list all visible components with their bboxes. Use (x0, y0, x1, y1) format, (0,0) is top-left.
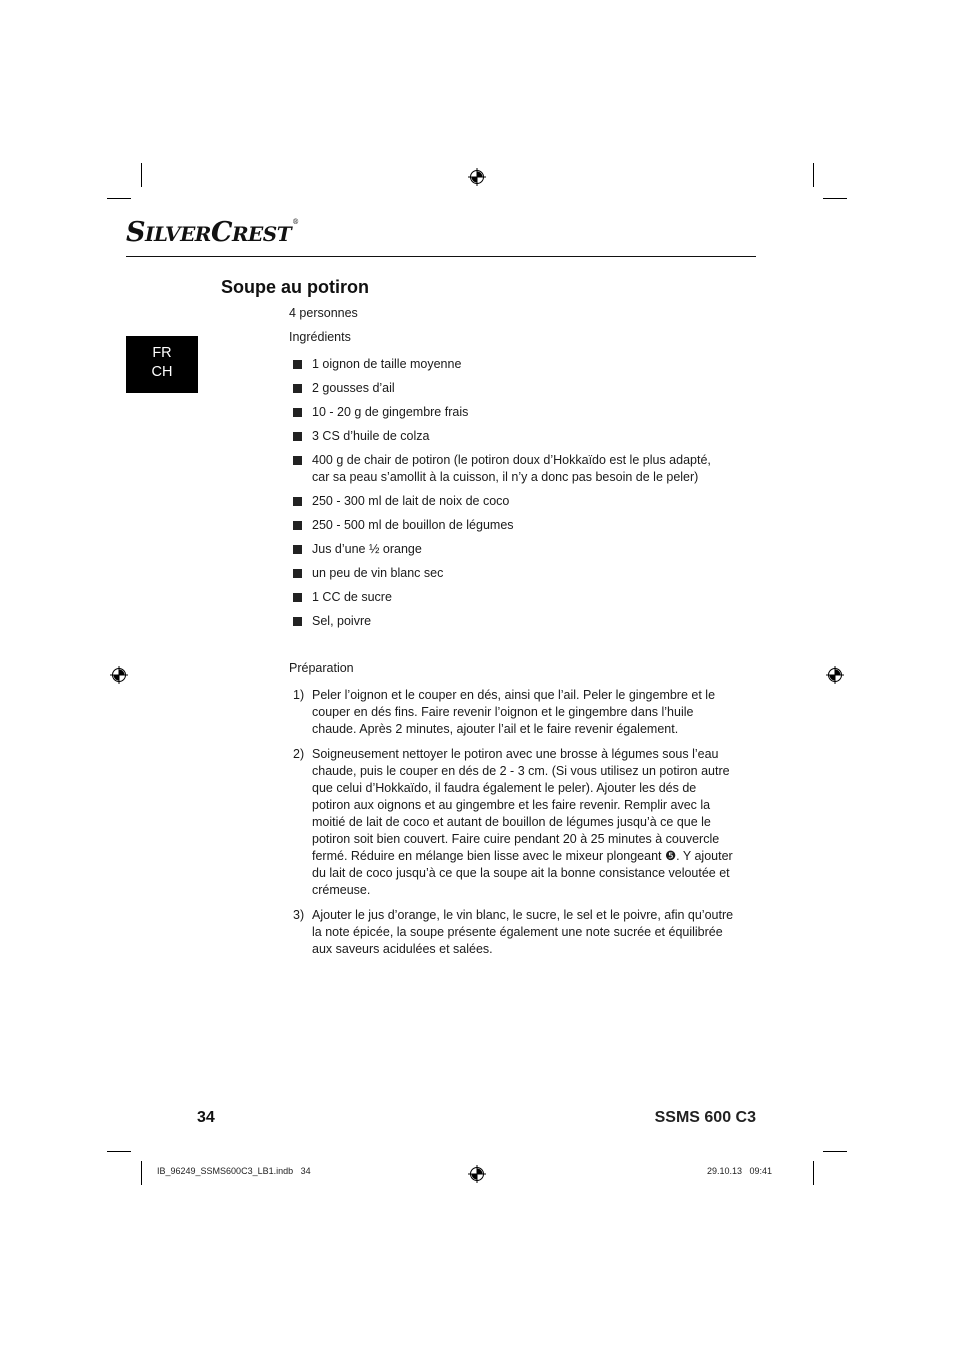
ingredients-list (292, 356, 752, 637)
print-slug-datetime: 29.10.13 09:41 (707, 1166, 773, 1176)
list-item: 250 - 500 ml de bouillon de légumes (292, 517, 752, 534)
list-item: un peu de vin blanc sec (292, 565, 752, 582)
step-text: Ajouter le jus d’orange, le vin blanc, le sucre, le sel et le poivre, afin qu’outre la note épicée, la soupe présente également une note sucrée et équilibrée aux saveurs acidulées et salées. (312, 908, 734, 956)
list-item: 3 CS d’huile de colza (292, 428, 752, 445)
bullet-square-icon (293, 408, 302, 417)
header-divider (126, 256, 756, 257)
language-code-fr: FR (152, 345, 172, 361)
page-title: Soupe au potiron (221, 277, 369, 297)
crop-mark (107, 198, 131, 199)
step-number: 1) (293, 688, 305, 702)
language-tab (126, 336, 198, 393)
crop-mark (823, 1151, 847, 1152)
page-number: 34 (197, 1109, 215, 1126)
registration-mark-icon (826, 666, 844, 684)
ingredients-heading: Ingrédients (289, 330, 351, 344)
step-number: 3) (293, 908, 305, 922)
bullet-square-icon (293, 521, 302, 530)
list-item: 1 CC de sucre (292, 589, 752, 606)
crop-mark (107, 1151, 131, 1152)
registration-mark-icon (468, 1165, 486, 1183)
bullet-square-icon (293, 545, 302, 554)
servings: 4 personnes (289, 306, 358, 320)
list-item: 2 gousses d’ail (292, 380, 752, 397)
step-number: 2) (293, 747, 305, 761)
bullet-square-icon (293, 360, 302, 369)
bullet-square-icon (293, 384, 302, 393)
crop-mark (823, 198, 847, 199)
crop-mark (813, 163, 814, 187)
crop-mark (141, 163, 142, 187)
preparation-steps (289, 687, 734, 966)
bullet-square-icon (293, 432, 302, 441)
crop-mark (813, 1161, 814, 1185)
step-item (289, 746, 734, 899)
step-item (289, 687, 734, 738)
bullet-square-icon (293, 617, 302, 626)
bullet-square-icon (293, 593, 302, 602)
step-text: Soigneusement nettoyer le potiron avec une brosse à légumes sous l’eau chaude, puis le couper en dés de 2 - 3 cm. (Si vous utilisez un potiron autre que celui d’Hokkaïdo, il faudra également le peler). Ajouter les dés de potiron aux oignons et au gingembre et les faire revenir. Remplir avec la moitié de lait de coco et autant de bouillon de légumes jusqu’à ce que le potiron soit bien couvert. Faire cuire pendant 20 à 25 minutes à couvercle fermé. Réduire en mélange bien lisse avec le mixeur plongeant ❺. Y ajouter du lait de coco jusqu’à ce que la soupe ait la bonne consistance veloutée et crémeuse. (312, 747, 733, 897)
registration-mark-icon (468, 168, 486, 186)
list-item: 10 - 20 g de gingembre frais (292, 404, 752, 421)
step-text: Peler l’oignon et le couper en dés, ainsi que l’ail. Peler le gingembre et le couper en dés fins. Faire revenir l’oignon et le gingembre dans l’huile chaude. Après 2 minutes, ajouter l’ail et le faire revenir également. (312, 688, 716, 736)
step-item (289, 907, 734, 958)
list-item: 400 g de chair de potiron (le potiron doux d’Hokkaïdo est le plus adapté, car sa peau s’amollit à la cuisson, il n’y a donc pas besoin de le peler) (292, 452, 752, 486)
language-code-ch: CH (151, 364, 173, 380)
bullet-square-icon (293, 569, 302, 578)
registration-mark-icon (110, 666, 128, 684)
preparation-heading: Préparation (289, 661, 354, 675)
list-item: 250 - 300 ml de lait de noix de coco (292, 493, 752, 510)
bullet-square-icon (293, 497, 302, 506)
print-slug-file: IB_96249_SSMS600C3_LB1.indb 34 (157, 1166, 311, 1176)
list-item: 1 oignon de taille moyenne (292, 356, 752, 373)
model-number: SSMS 600 C3 (654, 1109, 756, 1126)
list-item: Sel, poivre (292, 613, 752, 630)
list-item: Jus d’une ½ orange (292, 541, 752, 558)
brand-logo: SILVERCREST® (126, 217, 299, 248)
crop-mark (141, 1161, 142, 1185)
bullet-square-icon (293, 456, 302, 465)
